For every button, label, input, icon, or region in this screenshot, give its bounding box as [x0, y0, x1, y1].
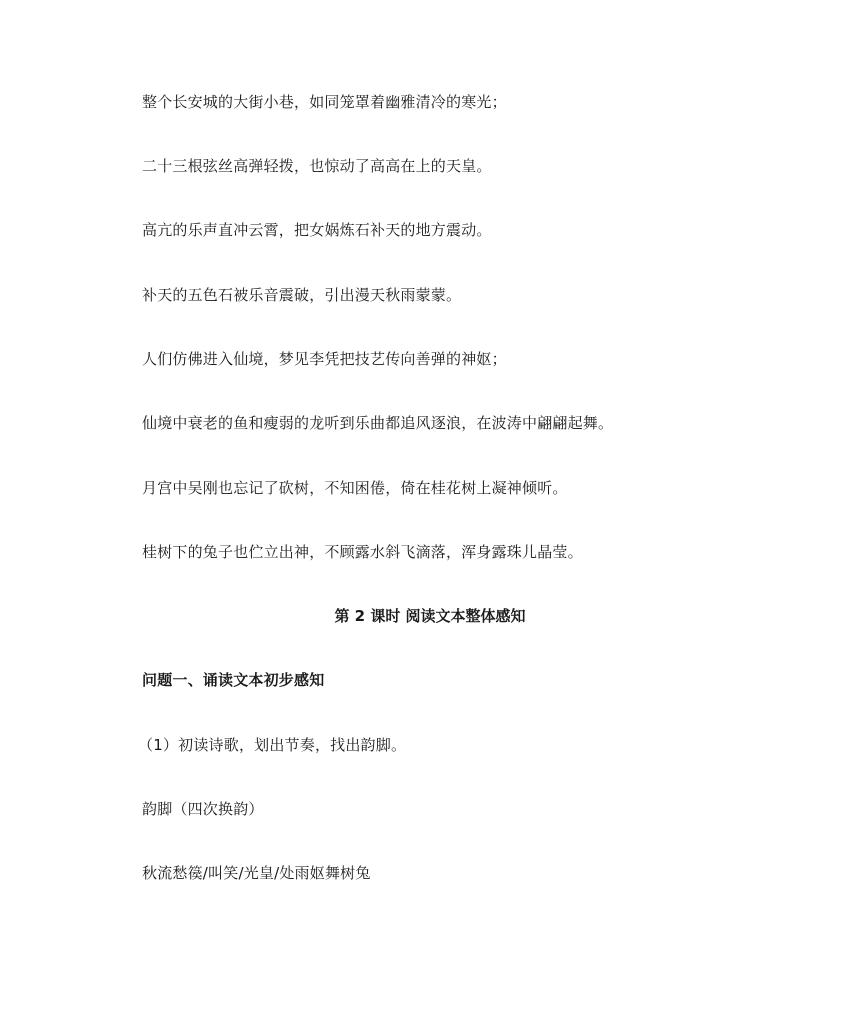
- text-line-6: 仙境中衰老的鱼和瘦弱的龙听到乐曲都追风逐浪，在波涛中翩翩起舞。: [142, 414, 614, 432]
- text-line-3: 高亢的乐声直冲云霄，把女娲炼石补天的地方震动。: [142, 221, 492, 239]
- text-line-1: 整个长安城的大街小巷，如同笼罩着幽雅清冷的寒光；: [142, 93, 507, 111]
- lesson-title: 第 2 课时 阅读文本整体感知: [334, 607, 526, 625]
- text-line-2: 二十三根弦丝高弹轻拨，也惊动了高高在上的天皇。: [142, 157, 492, 175]
- rhyme-label: 韵脚（四次换韵）: [142, 800, 264, 818]
- text-line-7: 月宫中吴刚也忘记了砍树，不知困倦，倚在桂花树上凝神倾听。: [142, 479, 568, 497]
- text-line-8: 桂树下的兔子也伫立出神，不顾露水斜飞滴落，浑身露珠儿晶莹。: [142, 543, 583, 561]
- text-line-5: 人们仿佛进入仙境，梦见李凭把技艺传向善弹的神妪；: [142, 350, 507, 368]
- text-line-4: 补天的五色石被乐音震破，引出漫天秋雨蒙蒙。: [142, 286, 462, 304]
- rhyme-words: 秋流愁篌/叫笑/光皇/处雨妪舞树兔: [142, 864, 371, 882]
- question1-heading: 问题一、诵读文本初步感知: [142, 671, 325, 689]
- question1-task: （1）初读诗歌，划出节奏，找出韵脚。: [138, 736, 407, 754]
